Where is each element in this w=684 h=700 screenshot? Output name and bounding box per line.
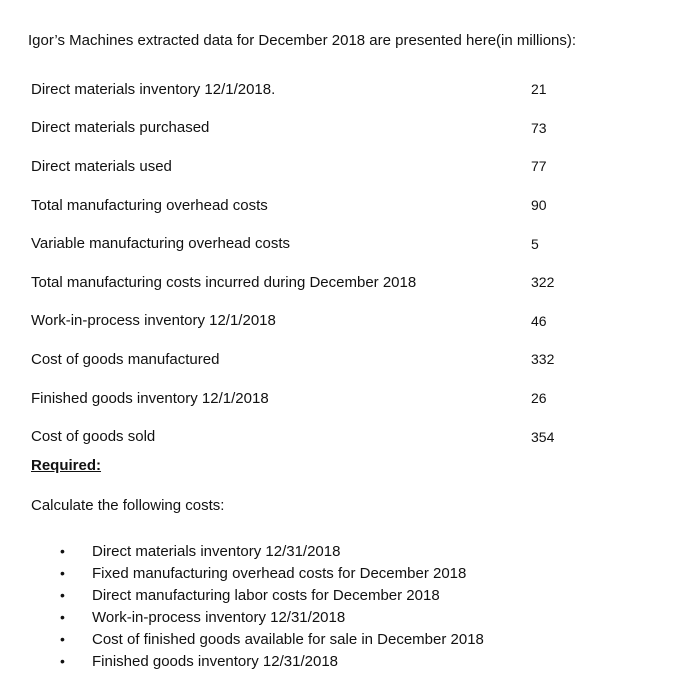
list-item: [60, 540, 484, 562]
list-item-text: Direct materials inventory 12/31/2018: [92, 542, 341, 560]
data-row: [31, 379, 561, 418]
bullet-icon: •: [60, 609, 65, 625]
list-item-text: Finished goods inventory 12/31/2018: [92, 652, 339, 670]
row-value: 21: [531, 81, 547, 98]
row-value: 332: [531, 351, 555, 368]
intro-text: Igor’s Machines extracted data for December 2018 are presented here(in millions):: [28, 32, 577, 49]
bullet-icon: •: [60, 631, 65, 647]
required-list: [60, 540, 484, 672]
data-row: [31, 302, 561, 341]
bullet-icon: •: [60, 543, 65, 559]
list-item-text: Cost of finished goods available for sale in December 2018: [92, 630, 484, 648]
required-heading: Required:: [31, 457, 102, 474]
row-label: Direct materials used: [31, 157, 172, 175]
row-value: 77: [531, 158, 547, 175]
row-value: 90: [531, 197, 547, 214]
bullet-icon: •: [60, 587, 65, 603]
bullet-icon: •: [60, 653, 65, 669]
row-label: Variable manufacturing overhead costs: [31, 235, 291, 253]
list-item-text: Fixed manufacturing overhead costs for December 2018: [92, 564, 467, 582]
row-value: 322: [531, 274, 555, 291]
row-label: Total manufacturing costs incurred during December 2018: [31, 273, 417, 291]
data-row: [31, 109, 561, 148]
data-row: [31, 186, 561, 225]
row-label: Finished goods inventory 12/1/2018: [31, 389, 269, 407]
row-label: Cost of goods manufactured: [31, 350, 220, 368]
calculate-instruction: Calculate the following costs:: [31, 497, 225, 514]
row-value: 26: [531, 390, 547, 407]
list-item: [60, 562, 484, 584]
list-item: [60, 606, 484, 628]
bullet-icon: •: [60, 565, 65, 581]
row-value: 73: [531, 119, 547, 136]
list-item: [60, 584, 484, 606]
row-label: Work-in-process inventory 12/1/2018: [31, 312, 276, 330]
row-label: Direct materials inventory 12/1/2018.: [31, 80, 276, 98]
list-item: [60, 650, 484, 672]
row-label: Total manufacturing overhead costs: [31, 196, 268, 214]
data-row: [31, 263, 561, 302]
row-label: Direct materials purchased: [31, 119, 210, 137]
row-label: Cost of goods sold: [31, 428, 156, 446]
list-item: [60, 628, 484, 650]
list-item-text: Direct manufacturing labor costs for December 2018: [92, 586, 440, 604]
data-row: [31, 147, 561, 186]
data-table: [31, 70, 561, 456]
data-row: [31, 417, 561, 456]
row-value: 46: [531, 312, 547, 329]
data-row: [31, 224, 561, 263]
row-value: 354: [531, 428, 555, 445]
row-value: 5: [531, 235, 539, 252]
list-item-text: Work-in-process inventory 12/31/2018: [92, 608, 346, 626]
data-row: [31, 340, 561, 379]
data-row: [31, 70, 561, 109]
